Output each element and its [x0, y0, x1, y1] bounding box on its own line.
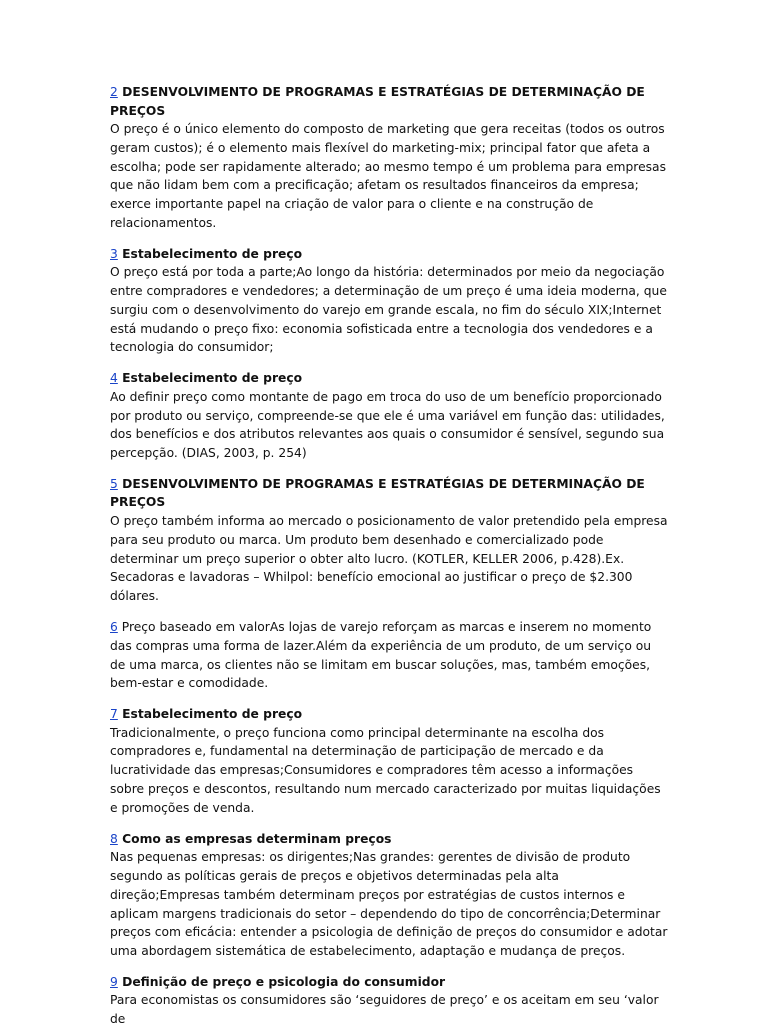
section-title: DESENVOLVIMENTO DE PROGRAMAS E ESTRATÉGIAS DE DETERMINAÇÃO DE PREÇOS — [110, 476, 645, 510]
section-heading — [110, 83, 668, 120]
section-body — [110, 618, 668, 693]
section-body: O preço é o único elemento do composto de marketing que gera receitas (todos os outros geram custos); é o elemento mais flexível do marketing-mix; principal fator que afeta a escolha; pode ser rapidamente alterado; ao mesmo tempo é um problema para empresas que não lidam bem com a precificação; afetam os resultados financeiros da empresa; exerce importante papel na criação de valor para o cliente e na construção de relacionamentos. — [110, 122, 667, 230]
section-2 — [110, 83, 668, 233]
section-5 — [110, 475, 668, 606]
section-title: Definição de preço e psicologia do consumidor — [122, 974, 446, 989]
section-number-link[interactable]: 5 — [110, 476, 118, 491]
section-title: Preço baseado em valor — [121, 619, 270, 634]
section-heading — [110, 830, 668, 849]
section-title: Estabelecimento de preço — [122, 707, 303, 722]
section-heading — [110, 973, 668, 992]
section-9 — [110, 973, 668, 1029]
section-title: Como as empresas determinam preços — [122, 831, 392, 846]
section-number-link[interactable]: 9 — [110, 974, 118, 989]
section-7 — [110, 705, 668, 817]
section-number-link[interactable]: 4 — [110, 371, 118, 386]
section-body: O preço também informa ao mercado o posicionamento de valor pretendido pela empresa para seu produto ou marca. Um produto bem desenhado e comercializado pode determinar um preço superior o obter alto lucro. (KOTLER, KELLER 2006, p.428).Ex. Secadoras e lavadoras – Whilpol: benefício emocional ao justificar o preço de $2.300 dólares. — [110, 513, 668, 604]
section-heading — [110, 369, 668, 388]
section-8 — [110, 830, 668, 961]
section-body: Para economistas os consumidores são ‘seguidores de preço’ e os aceitam em seu ‘valor de — [110, 993, 659, 1027]
section-4 — [110, 369, 668, 463]
section-number-link[interactable]: 8 — [110, 831, 118, 846]
section-number-link[interactable]: 2 — [110, 85, 118, 99]
section-title: DESENVOLVIMENTO DE PROGRAMAS E ESTRATÉGIAS DE DETERMINAÇÃO DE PREÇOS — [110, 85, 645, 118]
section-heading — [110, 475, 668, 512]
section-text: As lojas de varejo reforçam as marcas e inserem no momento das compras uma forma de lazer.Além da experiência de um produto, de um serviço ou de uma marca, os clientes não se limitam em buscar soluções, mas, também emoções, bem-estar e comodidade. — [110, 619, 652, 691]
section-heading — [110, 245, 668, 264]
section-3 — [110, 245, 668, 357]
section-number-link[interactable]: 3 — [110, 246, 118, 261]
section-heading — [110, 705, 668, 724]
section-number-link[interactable]: 7 — [110, 707, 118, 722]
section-body: Nas pequenas empresas: os dirigentes;Nas grandes: gerentes de divisão de produto segundo as políticas gerais de preços e objetivos determinadas pela alta direção;Empresas também determinam preços por estratégias de custos internos e aplicam margens tradicionais do setor – dependendo do tipo de concorrência;Determinar preços com eficácia: entender a psicologia de definição de preços do consumidor e adotar uma abordagem sistemática de estabelecimento, adaptação e mudança de preços. — [110, 850, 668, 959]
section-number-link[interactable]: 6 — [110, 619, 118, 634]
section-title: Estabelecimento de preço — [122, 371, 303, 386]
section-body: O preço está por toda a parte;Ao longo da história: determinados por meio da negociação entre compradores e vendedores; a determinação de um preço é uma ideia moderna, que surgiu com o desenvolvimento do varejo em grande escala, no fim do século XIX;Internet está mudando o preço fixo: economia sofisticada entre a tecnologia dos vendedores e a tecnologia do consumidor; — [110, 265, 667, 355]
section-body: Ao definir preço como montante de pago em troca do uso de um benefício proporcionado por produto ou serviço, compreende-se que ele é uma variável em função das: utilidades, dos benefícios e dos atributos relevantes aos quais o consumidor é sensível, segundo sua percepção. (DIAS, 2003, p. 254) — [110, 389, 665, 461]
section-body: Tradicionalmente, o preço funciona como principal determinante na escolha dos compradores e, fundamental na determinação de participação de mercado e da lucratividade das empresas;Consumidores e compradores têm acesso a informações sobre preços e descontos, resultando num mercado caracterizado por muitas liquidações e promoções de venda. — [110, 725, 661, 815]
section-title: Estabelecimento de preço — [122, 246, 303, 261]
section-6 — [110, 618, 668, 693]
